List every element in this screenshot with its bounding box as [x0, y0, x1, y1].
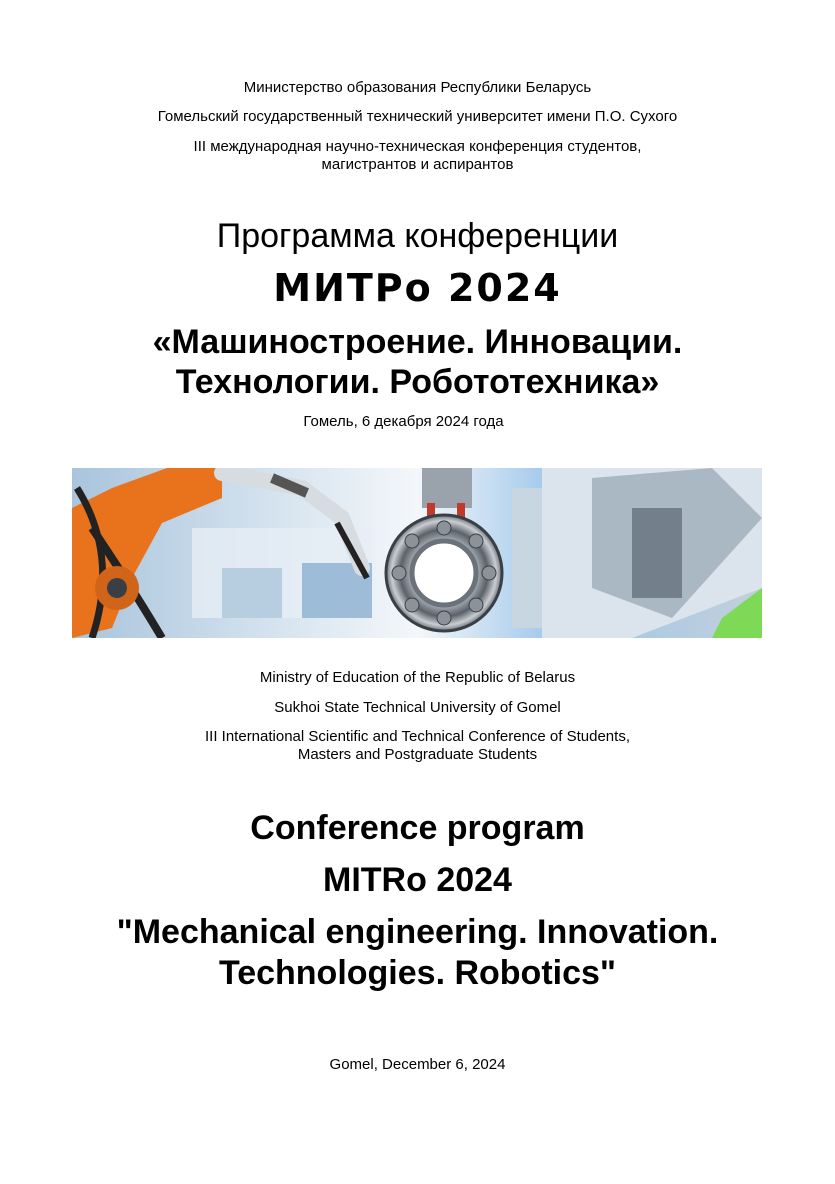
robotics-banner-image [72, 468, 762, 638]
en-ministry: Ministry of Education of the Republic of Belarus [259, 669, 576, 686]
ru-ministry: Министерство образования Республики Беларусь [243, 79, 592, 96]
en-program-title: Conference program [250, 809, 585, 847]
robotics-banner-illustration [72, 468, 762, 638]
en-mitro-title: MITRo 2024 [323, 861, 512, 899]
ru-conference-line2: магистрантов и аспирантов [321, 156, 514, 173]
ru-theme-line2: Технологии. Робототехника» [175, 363, 660, 401]
en-university: Sukhoi State Technical University of Gomel [274, 699, 561, 716]
ru-university: Гомельский государственный технический университет имени П.О. Сухого [157, 108, 678, 125]
en-conference-line2: Masters and Postgraduate Students [297, 746, 538, 763]
en-conference-line1: III International Scientific and Technical Conference of Students, [205, 728, 630, 745]
en-place-date: Gomel, December 6, 2024 [329, 1056, 506, 1073]
en-theme-line2: Technologies. Robotics" [218, 954, 617, 992]
ru-program-title: Программа конференции [216, 217, 619, 255]
ru-theme-line1: «Машиностроение. Инновации. [152, 323, 683, 361]
ru-conference-line1: III международная научно-техническая конференция студентов, [193, 138, 642, 155]
ru-place-date: Гомель, 6 декабря 2024 года [303, 413, 504, 430]
ru-mitro-title: МИТРо 2024 [273, 266, 562, 310]
en-theme-line1: "Mechanical engineering. Innovation. [116, 913, 719, 951]
